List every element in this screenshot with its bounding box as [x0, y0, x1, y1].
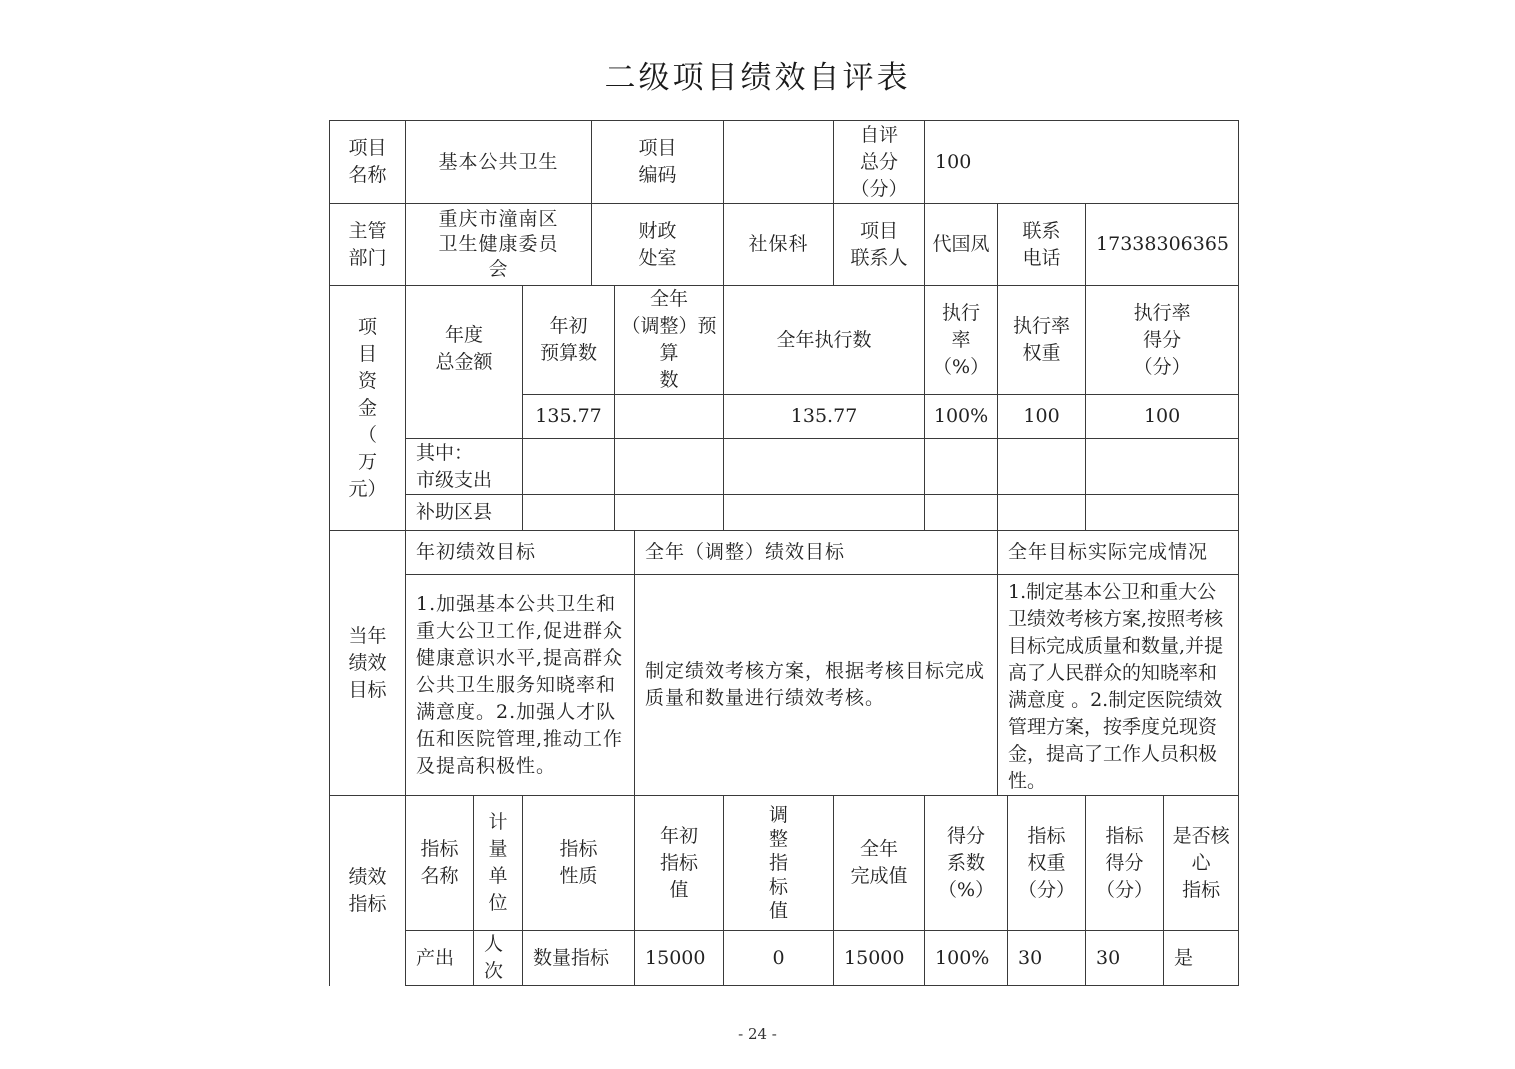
page-number: - 24 - [738, 1025, 777, 1043]
indicator-score: 30 [1086, 931, 1164, 986]
table-row [330, 931, 1239, 986]
page-title: 二级项目绩效自评表 [604, 60, 911, 96]
indicator-core: 是 [1164, 931, 1239, 986]
indicator-initial-header: 年初 指标 值 [635, 796, 724, 931]
indicator-coef-header: 得分 系数 （%） [925, 796, 1008, 931]
indicator-weight-header: 指标 权重 （分） [1008, 796, 1086, 931]
funds-municipal-row [330, 439, 1239, 495]
subsidy-initial-cell [523, 495, 615, 531]
phone-value: 17338306365 [1086, 204, 1239, 286]
contact-value: 代国凤 [925, 204, 998, 286]
indicator-initial: 15000 [635, 931, 724, 986]
dept-value: 重庆市潼南区 卫生健康委员 会 [406, 204, 592, 286]
initial-budget-header: 年初 预算数 [523, 286, 615, 395]
indicators-header-row [330, 796, 1239, 931]
total-score-value: 100 [925, 121, 1239, 204]
project-name-value: 基本公共卫生 [406, 121, 592, 204]
finance-office-value: 社保科 [724, 204, 834, 286]
contact-label: 项目 联系人 [834, 204, 925, 286]
indicator-coef: 100% [925, 931, 1008, 986]
indicator-nature: 数量指标 [523, 931, 635, 986]
project-code-label: 项目 编码 [592, 121, 724, 204]
initial-goal-header: 年初绩效目标 [406, 531, 635, 575]
indicator-weight: 30 [1008, 931, 1086, 986]
municipal-score-cell [1086, 439, 1239, 495]
project-code-value [724, 121, 834, 204]
adjusted-goal-text: 制定绩效考核方案，根据考核目标完成质量和数量进行绩效考核。 [635, 575, 998, 796]
exec-score-value: 100 [1086, 395, 1239, 439]
dept-info-row [330, 204, 1239, 286]
initial-budget-value: 135.77 [523, 395, 615, 439]
subsidy-label: 补助区县 [406, 495, 523, 531]
subsidy-rate-cell [925, 495, 998, 531]
funds-section-label: 项 目 资 金 （ 万 元） [330, 286, 406, 531]
phone-label: 联系 电话 [998, 204, 1086, 286]
goals-text-row [330, 575, 1239, 796]
exec-weight-header: 执行率 权重 [998, 286, 1086, 395]
dept-label: 主管 部门 [330, 204, 406, 286]
exec-rate-value: 100% [925, 395, 998, 439]
finance-office-label: 财政 处室 [592, 204, 724, 286]
indicator-name: 产出 [406, 931, 474, 986]
exec-weight-value: 100 [998, 395, 1086, 439]
project-name-label: 项目 名称 [330, 121, 406, 204]
indicator-adjusted-header: 调 整 指 标 值 [724, 796, 834, 931]
executed-header: 全年执行数 [724, 286, 925, 395]
goals-header-row [330, 531, 1239, 575]
municipal-executed-cell [724, 439, 925, 495]
municipal-initial-cell [523, 439, 615, 495]
indicator-core-header: 是否核心 指标 [1164, 796, 1239, 931]
indicator-actual: 15000 [834, 931, 925, 986]
municipal-adjusted-cell [615, 439, 724, 495]
indicator-nature-header: 指标 性质 [523, 796, 635, 931]
indicator-adjusted: 0 [724, 931, 834, 986]
indicator-name-header: 指标 名称 [406, 796, 474, 931]
municipal-weight-cell [998, 439, 1086, 495]
goals-section-label: 当年 绩效 目标 [330, 531, 406, 796]
subsidy-adjusted-cell [615, 495, 724, 531]
actual-goal-text: 1.制定基本公卫和重大公卫绩效考核方案,按照考核目标完成质量和数量,并提高了人民群众的知晓率和满意度 。2.制定医院绩效管理方案，按季度兑现资金，提高了工作人员积极性。 [998, 575, 1239, 796]
adjusted-goal-header: 全年（调整）绩效目标 [635, 531, 998, 575]
project-info-row [330, 121, 1239, 204]
total-score-label: 自评 总分 （分） [834, 121, 925, 204]
funds-header-row [330, 286, 1239, 395]
indicator-unit: 人次 [474, 931, 523, 986]
funds-subsidy-row [330, 495, 1239, 531]
indicator-actual-header: 全年 完成值 [834, 796, 925, 931]
exec-score-header: 执行率 得分 （分） [1086, 286, 1239, 395]
subsidy-weight-cell [998, 495, 1086, 531]
municipal-expenditure-label: 其中： 市级支出 [406, 439, 523, 495]
actual-goal-header: 全年目标实际完成情况 [998, 531, 1239, 575]
indicator-unit-header: 计量 单位 [474, 796, 523, 931]
subsidy-executed-cell [724, 495, 925, 531]
exec-rate-header: 执行 率 （%） [925, 286, 998, 395]
adjusted-budget-header: 全年 （调整）预算 数 [615, 286, 724, 395]
self-evaluation-table [329, 120, 1239, 986]
executed-value: 135.77 [724, 395, 925, 439]
initial-goal-text: 1.加强基本公共卫生和重大公卫工作,促进群众健康意识水平,提高群众公共卫生服务知晓率和满意度。2.加强人才队伍和医院管理,推动工作及提高积极性。 [406, 575, 635, 796]
annual-total-label: 年度 总金额 [406, 286, 523, 439]
subsidy-score-cell [1086, 495, 1239, 531]
municipal-rate-cell [925, 439, 998, 495]
indicator-score-header: 指标 得分 （分） [1086, 796, 1164, 931]
indicators-section-label: 绩效 指标 [330, 796, 406, 986]
adjusted-budget-value [615, 395, 724, 439]
